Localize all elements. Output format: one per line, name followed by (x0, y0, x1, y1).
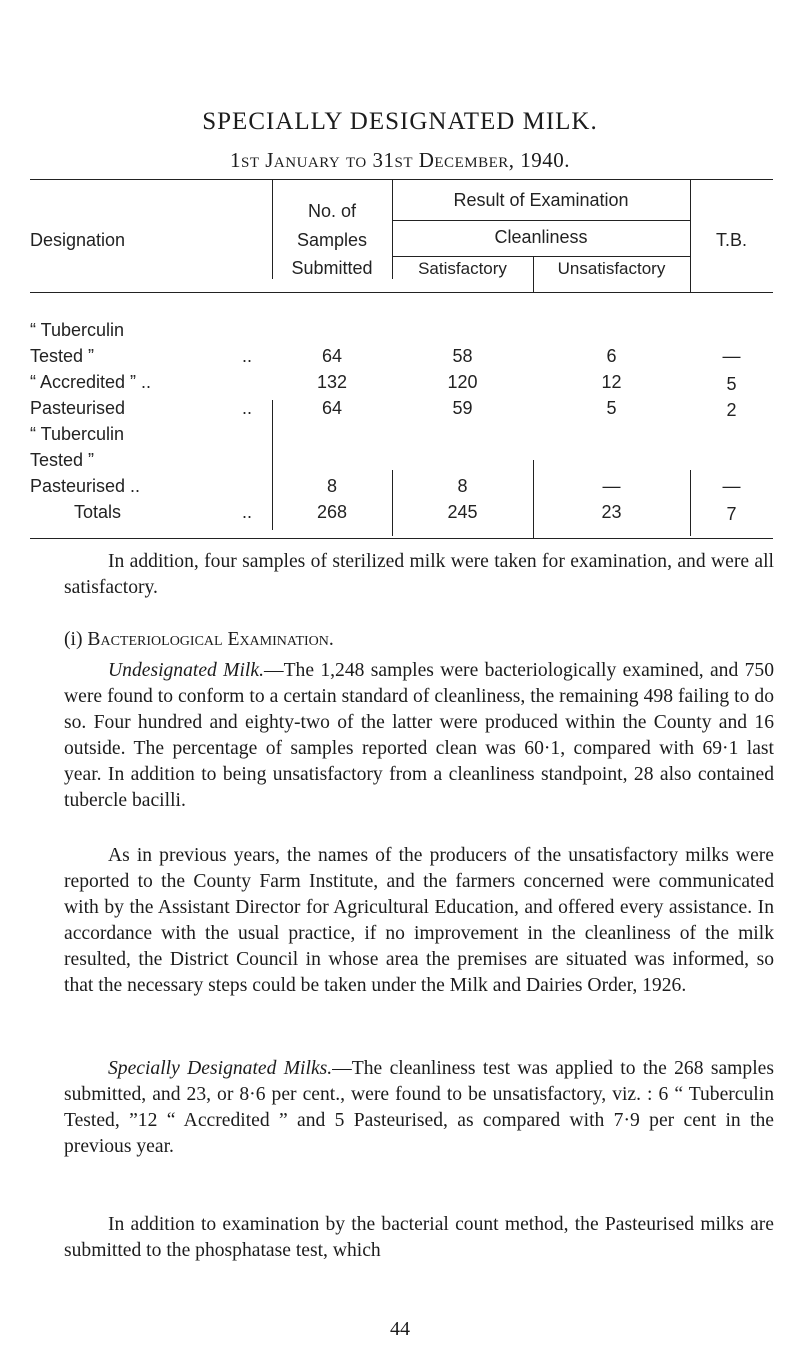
row1-designation-2: Tested ” (30, 346, 95, 366)
row2-satisfactory: 120 (447, 372, 478, 392)
final-text: In addition to examination by the bacterial count method, the Pasteurised milks are submitted to the phosphatase test, which (64, 1214, 774, 1261)
row1-samples: 64 (321, 346, 343, 366)
row1-tb: — (722, 346, 741, 366)
cleanliness-sub-rule (392, 256, 690, 257)
header-cleanliness: Cleanliness (494, 227, 588, 247)
row1-satisfactory: 58 (452, 346, 473, 366)
table-top-rule (30, 179, 773, 180)
row4-unsatisfactory: — (602, 476, 621, 496)
row4-samples: 8 (326, 476, 337, 496)
page-number: 44 (390, 1318, 410, 1340)
header-result: Result of Examination (453, 190, 629, 210)
row1-designation-1: “ Tuberculin (30, 320, 125, 340)
specially-body: —The cleanliness test was applied to the 268 samples submitted, and 23, or 8·6 per cent., were found to be unsatisfactory, viz. : 6 “ Tuberculin Tested, ”12 “ Accredited ” and 5 Pasteurised, as compared with 7·9 per cent in the previous year. (64, 1058, 774, 1157)
totals-unsatisfactory: 23 (601, 502, 622, 522)
page-title: SPECIALLY DESIGNATED MILK. (202, 108, 598, 135)
totals-label: Totals (74, 502, 122, 522)
row3-unsatisfactory: 5 (606, 398, 617, 418)
col-rule-3b (533, 460, 534, 538)
header-tb: T.B. (715, 230, 747, 250)
header-samples-2: Samples (296, 230, 368, 250)
row4-tb: — (722, 476, 741, 496)
row3-designation: Pasteurised (30, 398, 126, 418)
header-satisfactory: Satisfactory (418, 259, 507, 278)
totals-satisfactory: 245 (447, 502, 478, 522)
totals-dots: .. (242, 502, 253, 522)
header-designation: Designation (30, 230, 126, 250)
addition-text: In addition, four samples of sterilized milk were taken for examination, and were all satisfactory. (64, 551, 774, 598)
row3-dots: .. (242, 398, 253, 418)
row1-dots: .. (242, 346, 253, 366)
undesignated-body: —The 1,248 samples were bacteriologically examined, and 750 were found to conform to a certain standard of cleanliness, the remaining 498 failing to do so. Four hundred and eighty-two of the latter were produced within the County and 16 outside. The percentage of samples reported clean was 60·1, compared with 69·1 last year. In addition to being unsatisfactory from a cleanliness standpoint, 28 also contained tubercle bacilli. (64, 660, 774, 811)
bact-heading-number: (i) (64, 629, 88, 650)
row4-designation-2: Tested ” (30, 450, 95, 470)
previous-years-paragraph (64, 843, 774, 999)
table-bottom-rule (30, 538, 773, 539)
specially-label: Specially Designated Milks. (108, 1058, 333, 1079)
row3-samples: 64 (321, 398, 343, 418)
row4-satisfactory: 8 (457, 476, 468, 496)
row3-satisfactory: 59 (452, 398, 473, 418)
specially-designated-paragraph (64, 1056, 774, 1160)
previous-years-text: As in previous years, the names of the producers of the unsatisfactory milks were reported to the County Farm Institute, and the farmers concerned were communicated with by the Assistant Director for Agricultural Education, and offered every assistance. In accordance with the usual practice, if no improvement in the cleanliness of the milk resulted, the District Council in whose area the premises are situated was informed, so that the necessary steps could be taken under the Milk and Dairies Order, 1926. (64, 845, 774, 996)
header-bottom-rule (30, 292, 773, 293)
final-paragraph (64, 1212, 774, 1264)
addition-paragraph (64, 549, 774, 601)
row2-samples: 132 (316, 372, 348, 392)
row4-designation-1: “ Tuberculin (30, 424, 125, 444)
row2-unsatisfactory: 12 (601, 372, 622, 392)
bact-heading-title: Bacteriological Examination. (87, 629, 334, 650)
undesignated-label: Undesignated Milk. (108, 660, 264, 681)
page-subtitle: 1st January to 31st December, 1940. (229, 148, 570, 172)
undesignated-paragraph (64, 658, 774, 814)
row3-tb: 2 (726, 400, 737, 420)
header-unsatisfactory: Unsatisfactory (557, 259, 666, 278)
result-sub-rule (392, 220, 690, 221)
bacteriological-heading (64, 627, 774, 653)
header-samples-3: Submitted (291, 258, 373, 278)
row1-unsatisfactory: 6 (606, 346, 617, 366)
row2-tb: 5 (726, 374, 737, 394)
totals-samples: 268 (316, 502, 348, 522)
row4-designation-3: Pasteurised .. (30, 476, 141, 496)
header-samples-1: No. of (307, 201, 357, 221)
row2-designation: “ Accredited ” .. (30, 372, 152, 392)
totals-tb: 7 (726, 504, 737, 524)
